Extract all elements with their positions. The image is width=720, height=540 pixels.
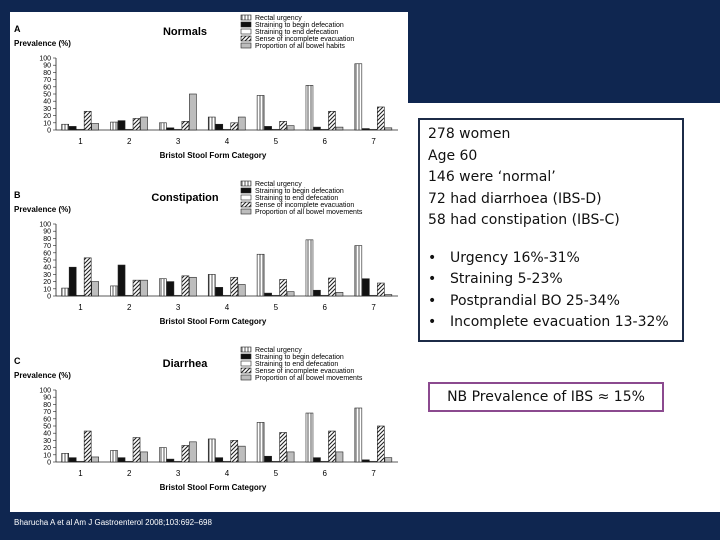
bullet-item xyxy=(428,291,674,313)
legend-swatch xyxy=(241,188,251,193)
bar xyxy=(167,128,174,130)
bar xyxy=(174,461,181,462)
bar xyxy=(336,292,343,296)
panel-normals xyxy=(10,12,408,178)
bar xyxy=(77,295,84,296)
x-tick-label: 4 xyxy=(224,303,230,312)
bar xyxy=(111,286,118,296)
y-axis-label: Prevalence (%) xyxy=(14,205,71,214)
bar xyxy=(133,438,140,462)
bar xyxy=(257,422,264,462)
bar xyxy=(182,445,189,462)
bar xyxy=(280,121,287,130)
bar xyxy=(272,129,279,130)
bar xyxy=(208,274,215,296)
panel-title: Diarrhea xyxy=(162,358,208,370)
bullet-item xyxy=(428,248,674,270)
x-tick-label: 2 xyxy=(127,137,132,146)
bar xyxy=(126,129,133,130)
y-tick-label: 0 xyxy=(47,293,51,301)
bullet-item xyxy=(428,269,674,291)
bar xyxy=(84,111,91,130)
panel-title: Normals xyxy=(162,26,208,38)
bar xyxy=(287,452,294,462)
y-tick-label: 30 xyxy=(43,271,51,279)
legend-swatch xyxy=(241,195,251,200)
bar xyxy=(92,457,99,462)
bar xyxy=(167,282,174,296)
bar xyxy=(362,129,369,130)
bar xyxy=(189,94,196,130)
x-tick-label: 4 xyxy=(224,137,230,146)
legend-label: Sense of incomplete evacuation xyxy=(255,202,355,209)
bar xyxy=(272,295,279,296)
study-summary-box xyxy=(418,118,684,342)
ibs-prevalence-note: NB Prevalence of IBS ≈ 15% xyxy=(428,382,664,412)
bar xyxy=(377,426,384,462)
bullet-text: Incomplete evacuation 13-32% xyxy=(450,314,669,330)
bar xyxy=(355,408,362,462)
y-tick-label: 30 xyxy=(43,105,51,113)
bar xyxy=(313,290,320,296)
bullet-text: Urgency 16%-31% xyxy=(450,249,580,266)
x-tick-label: 5 xyxy=(273,469,279,478)
bar xyxy=(223,129,230,130)
x-tick-label: 7 xyxy=(371,303,376,312)
legend-label: Straining to end defecation xyxy=(255,29,339,36)
panel-title: Constipation xyxy=(151,192,219,204)
bar xyxy=(385,128,392,130)
bar xyxy=(370,295,377,296)
bar xyxy=(306,85,313,130)
bullet-dot-icon: • xyxy=(428,249,437,266)
legend-label: Sense of incomplete evacuation xyxy=(255,36,355,43)
bar xyxy=(377,283,384,296)
y-tick-label: 50 xyxy=(43,423,51,431)
bullet-dot-icon: • xyxy=(428,271,437,287)
bar xyxy=(182,276,189,296)
x-tick-label: 3 xyxy=(175,303,181,312)
bullet-dot-icon: • xyxy=(428,314,437,330)
y-axis-label: Prevalence (%) xyxy=(14,39,71,48)
bar xyxy=(287,292,294,296)
bar xyxy=(385,458,392,462)
summary-line: 72 had diarrhoea (IBS-D) xyxy=(428,190,602,207)
summary-line: Age 60 xyxy=(428,147,478,164)
bar xyxy=(174,129,181,130)
y-tick-label: 50 xyxy=(43,91,51,99)
constipation-chart xyxy=(10,178,408,344)
x-tick-label: 5 xyxy=(273,137,279,146)
panel-letter: B xyxy=(14,190,21,200)
legend-swatch xyxy=(241,36,251,41)
x-tick-label: 7 xyxy=(371,137,376,146)
legend-swatch xyxy=(241,361,251,366)
bar xyxy=(272,461,279,462)
x-tick-label: 5 xyxy=(273,303,279,312)
bar xyxy=(84,431,91,462)
bar xyxy=(306,413,313,462)
stool-form-figure xyxy=(10,12,408,512)
y-tick-label: 70 xyxy=(43,77,51,85)
bar xyxy=(216,287,223,296)
bar xyxy=(133,118,140,130)
bar xyxy=(159,279,166,296)
bar xyxy=(231,440,238,462)
legend-swatch xyxy=(241,209,251,214)
x-tick-label: 2 xyxy=(127,469,132,478)
symptom-bullet-list xyxy=(428,248,674,334)
summary-line: 146 were ‘normal’ xyxy=(428,169,556,185)
bar xyxy=(370,461,377,462)
y-tick-label: 50 xyxy=(43,257,51,265)
bar xyxy=(265,456,272,462)
y-tick-label: 40 xyxy=(43,264,51,272)
bar xyxy=(385,295,392,296)
y-tick-label: 80 xyxy=(43,235,51,243)
header-navy-block xyxy=(408,0,720,103)
bar xyxy=(141,117,148,130)
y-tick-label: 20 xyxy=(43,279,51,287)
x-tick-label: 6 xyxy=(322,469,327,478)
bar xyxy=(159,123,166,130)
y-tick-label: 40 xyxy=(43,430,51,438)
bar xyxy=(223,461,230,462)
bar xyxy=(62,288,69,296)
bar xyxy=(238,446,245,462)
y-tick-label: 20 xyxy=(43,445,51,453)
bar xyxy=(141,452,148,462)
x-tick-label: 6 xyxy=(322,303,327,312)
x-axis-label: Bristol Stool Form Category xyxy=(159,151,267,160)
bar xyxy=(362,279,369,296)
bar xyxy=(69,458,76,462)
bar xyxy=(77,129,84,130)
bar xyxy=(133,280,140,296)
bar xyxy=(238,117,245,130)
bar xyxy=(111,122,118,130)
bar xyxy=(328,278,335,296)
bar xyxy=(141,280,148,296)
bar xyxy=(92,282,99,296)
legend-label: Rectal urgency xyxy=(255,347,302,354)
x-tick-label: 4 xyxy=(224,469,230,478)
bar xyxy=(362,460,369,462)
legend-swatch xyxy=(241,354,251,359)
bar xyxy=(189,277,196,296)
y-tick-label: 0 xyxy=(47,459,51,467)
bar xyxy=(92,124,99,130)
bar xyxy=(62,453,69,462)
legend-swatch xyxy=(241,347,251,352)
bar xyxy=(328,111,335,130)
bar xyxy=(223,295,230,296)
legend-swatch xyxy=(241,29,251,34)
bar xyxy=(69,126,76,130)
legend-label: Proportion of all bowel movements xyxy=(255,209,363,216)
panel-constipation xyxy=(10,178,408,344)
bar xyxy=(159,448,166,462)
bar xyxy=(84,258,91,296)
bar xyxy=(111,450,118,462)
x-tick-label: 2 xyxy=(127,303,132,312)
x-tick-label: 7 xyxy=(371,469,376,478)
bar xyxy=(208,117,215,130)
bar xyxy=(231,123,238,130)
bar xyxy=(257,254,264,296)
x-tick-label: 3 xyxy=(175,137,181,146)
y-tick-label: 70 xyxy=(43,243,51,251)
bar xyxy=(174,295,181,296)
bullet-text: Postprandial BO 25-34% xyxy=(450,292,620,309)
summary-line: 58 had constipation (IBS-C) xyxy=(428,212,620,228)
bar xyxy=(370,129,377,130)
bar xyxy=(118,121,125,130)
y-tick-label: 60 xyxy=(43,416,51,424)
legend-label: Rectal urgency xyxy=(255,181,302,188)
legend-label: Straining to begin defecation xyxy=(255,188,344,195)
bar xyxy=(62,124,69,130)
panel-diarrhea xyxy=(10,344,408,510)
bar xyxy=(118,265,125,296)
bar xyxy=(321,295,328,296)
legend-swatch xyxy=(241,43,251,48)
y-axis-label: Prevalence (%) xyxy=(14,371,71,380)
legend-label: Straining to begin defecation xyxy=(255,22,344,29)
x-tick-label: 1 xyxy=(78,469,83,478)
y-tick-label: 70 xyxy=(43,409,51,417)
bar xyxy=(336,452,343,462)
bar xyxy=(77,461,84,462)
x-tick-label: 1 xyxy=(78,137,83,146)
y-tick-label: 60 xyxy=(43,84,51,92)
bar xyxy=(126,461,133,462)
y-tick-label: 90 xyxy=(43,62,51,70)
bullet-item xyxy=(428,312,674,334)
y-tick-label: 20 xyxy=(43,113,51,121)
legend-label: Rectal urgency xyxy=(255,15,302,22)
bar xyxy=(216,458,223,462)
x-tick-label: 3 xyxy=(175,469,181,478)
bar xyxy=(336,127,343,130)
bar xyxy=(216,124,223,130)
citation-text: Bharucha A et al Am J Gastroenterol 2008;103:692–698 xyxy=(14,518,212,527)
y-tick-label: 0 xyxy=(47,127,51,135)
x-axis-label: Bristol Stool Form Category xyxy=(159,483,267,492)
y-tick-label: 40 xyxy=(43,98,51,106)
bar xyxy=(287,126,294,130)
x-axis-label: Bristol Stool Form Category xyxy=(159,317,267,326)
y-tick-label: 100 xyxy=(39,221,51,229)
normals-chart xyxy=(10,12,408,178)
bar xyxy=(328,431,335,462)
left-frame-bar xyxy=(0,0,10,512)
bar xyxy=(377,107,384,130)
y-tick-label: 10 xyxy=(43,286,51,294)
bar xyxy=(265,126,272,130)
bar xyxy=(313,458,320,462)
legend-swatch xyxy=(241,375,251,380)
panel-letter: A xyxy=(14,24,21,34)
diarrhea-chart xyxy=(10,344,408,510)
bar xyxy=(355,64,362,130)
bar xyxy=(321,129,328,130)
x-tick-label: 1 xyxy=(78,303,83,312)
bar xyxy=(280,279,287,296)
bar xyxy=(189,442,196,462)
legend-swatch xyxy=(241,202,251,207)
legend-swatch xyxy=(241,181,251,186)
x-tick-label: 6 xyxy=(322,137,327,146)
bullet-dot-icon: • xyxy=(428,292,437,309)
bar xyxy=(257,95,264,130)
y-tick-label: 100 xyxy=(39,55,51,63)
bar xyxy=(355,246,362,296)
bar xyxy=(265,293,272,296)
bar xyxy=(238,284,245,296)
legend-swatch xyxy=(241,22,251,27)
bar xyxy=(280,432,287,462)
legend-label: Straining to end defecation xyxy=(255,361,339,368)
legend-swatch xyxy=(241,15,251,20)
bar xyxy=(231,277,238,296)
bar xyxy=(118,458,125,462)
bar xyxy=(182,121,189,130)
legend-label: Sense of incomplete evacuation xyxy=(255,368,355,375)
y-tick-label: 80 xyxy=(43,401,51,409)
bullet-text: Straining 5-23% xyxy=(450,271,563,287)
bar xyxy=(126,295,133,296)
bar xyxy=(321,461,328,462)
y-tick-label: 90 xyxy=(43,394,51,402)
legend-label: Straining to end defecation xyxy=(255,195,339,202)
y-tick-label: 80 xyxy=(43,69,51,77)
y-tick-label: 60 xyxy=(43,250,51,258)
bar xyxy=(167,459,174,462)
y-tick-label: 90 xyxy=(43,228,51,236)
y-tick-label: 10 xyxy=(43,120,51,128)
bar xyxy=(313,127,320,130)
legend-label: Proportion of all bowel habits xyxy=(255,43,345,50)
bar xyxy=(69,267,76,296)
legend-swatch xyxy=(241,368,251,373)
legend-label: Straining to begin defecation xyxy=(255,354,344,361)
y-tick-label: 30 xyxy=(43,437,51,445)
bar xyxy=(208,439,215,462)
bar xyxy=(306,240,313,296)
legend-label: Proportion of all bowel movements xyxy=(255,375,363,382)
y-tick-label: 100 xyxy=(39,387,51,395)
panel-letter: C xyxy=(14,356,21,366)
summary-line: 278 women xyxy=(428,126,511,142)
y-tick-label: 10 xyxy=(43,452,51,460)
